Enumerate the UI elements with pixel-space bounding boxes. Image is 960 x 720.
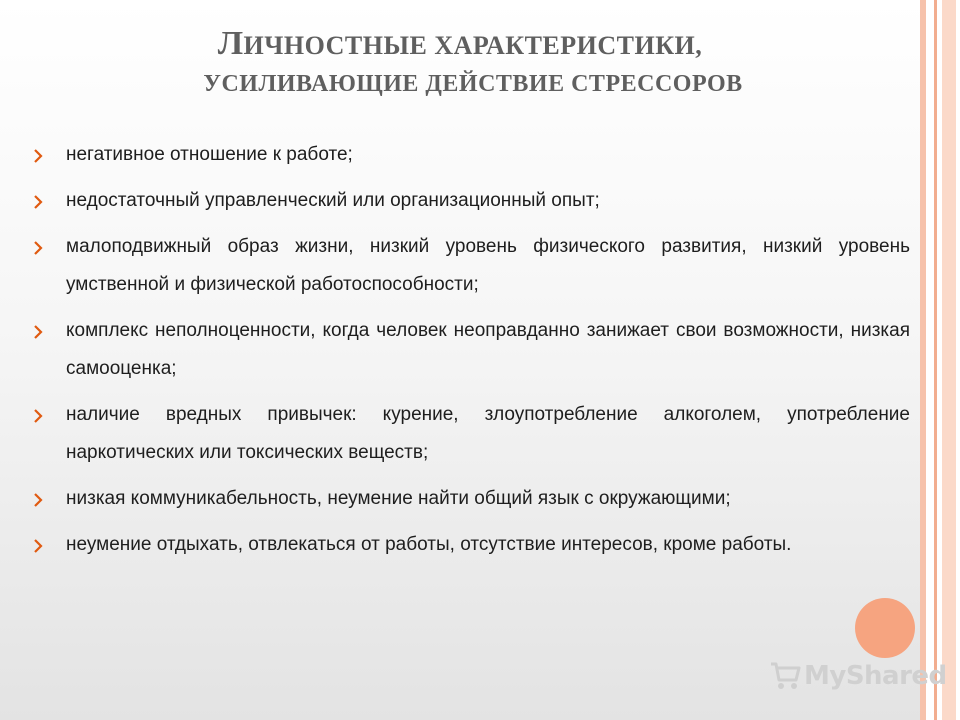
bullet-text: неумение отдыхать, отвлекаться от работы, отсутствие интересов, кроме работы. [66, 534, 792, 555]
bullet-item [32, 312, 910, 388]
bullet-text: наличие вредных привычек: курение, злоупотребление алкоголем, употребление наркотических или токсических веществ; [66, 404, 910, 463]
bullet-item [32, 228, 910, 304]
title-line-1 [0, 26, 920, 64]
arrow-bullet-icon [32, 138, 46, 174]
bullet-text: комплекс неполноценности, когда человек неоправданно занижает свои возможности, низкая самооценка; [66, 320, 910, 379]
arrow-bullet-icon [32, 230, 46, 266]
bullet-item [32, 396, 910, 472]
arrow-bullet-icon [32, 482, 46, 518]
bullet-text: недостаточный управленческий или организационный опыт; [66, 190, 600, 211]
watermark-text: MyShared [804, 661, 947, 691]
title-initial: Л [217, 25, 244, 62]
arrow-bullet-icon [32, 314, 46, 350]
bullet-list [32, 136, 910, 572]
arrow-bullet-icon [32, 398, 46, 434]
stripe [942, 0, 956, 720]
title-line-2: УСИЛИВАЮЩИЕ ДЕЙСТВИЕ СТРЕССОРОВ [203, 71, 743, 97]
arrow-bullet-icon [32, 184, 46, 220]
shopping-cart-icon [768, 658, 802, 692]
decorative-stripes [920, 0, 960, 720]
stripe [920, 0, 926, 720]
title-line-1-rest: ИЧНОСТНЫЕ ХАРАКТЕРИСТИКИ, [243, 31, 703, 60]
stripe [934, 0, 937, 720]
bullet-item [32, 526, 910, 564]
bullet-text: низкая коммуникабельность, неумение найти общий язык с окружающими; [66, 488, 731, 509]
slide-title [0, 26, 920, 104]
bullet-item [32, 136, 910, 174]
bullet-item [32, 182, 910, 220]
bullet-text: негативное отношение к работе; [66, 144, 353, 165]
arrow-bullet-icon [32, 528, 46, 564]
bullet-text: малоподвижный образ жизни, низкий уровень физического развития, низкий уровень умственной и физической работоспособности; [66, 236, 910, 295]
watermark-logo [768, 656, 947, 696]
bullet-item [32, 480, 910, 518]
decorative-circle [855, 598, 915, 658]
